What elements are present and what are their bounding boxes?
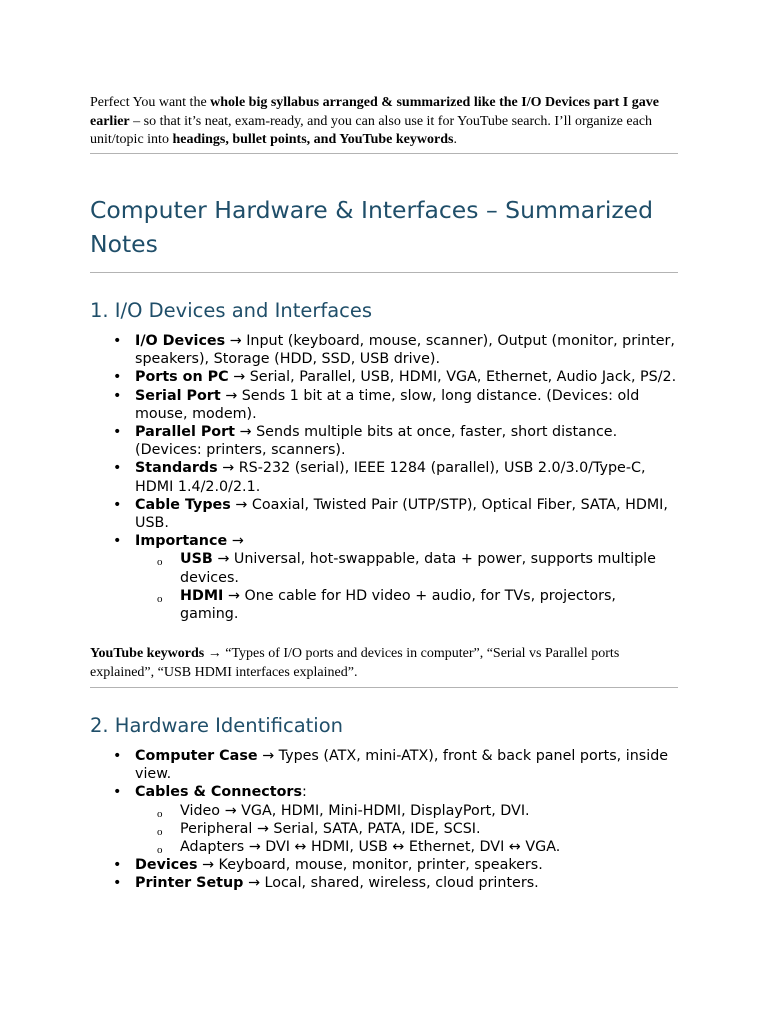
bullet-icon: • (113, 857, 122, 874)
intro-paragraph (90, 94, 678, 150)
bullet-icon: • (113, 369, 122, 386)
bullet-icon: • (113, 387, 122, 404)
list-item (90, 368, 678, 386)
cables-sublist (135, 802, 678, 857)
section-2-heading: 2. Hardware Identification (90, 714, 344, 737)
list-item (90, 747, 678, 783)
section-1-heading: 1. I/O Devices and Interfaces (90, 299, 373, 322)
page-title (90, 193, 678, 261)
intro-bold-2: headings, bullet points, and YouTube keywords (172, 132, 454, 147)
intro-text-3: – so that it’s neat, exam-ready, and you can also use it for YouTube search. I’ll organize each unit/topic into (90, 113, 653, 147)
item-term: Parallel Port (135, 424, 236, 441)
item-term: Serial Port (135, 387, 221, 404)
item-term: Cable Types (135, 496, 231, 513)
divider (90, 153, 678, 154)
section-1-list (90, 332, 678, 623)
item-text: → Keyboard, mouse, monitor, printer, speakers. (197, 857, 543, 874)
sub-bullet-icon: o (157, 807, 163, 820)
bullet-icon: • (113, 784, 122, 801)
intro-text-2: You want the (132, 95, 211, 110)
item-term: I/O Devices (135, 333, 226, 349)
list-item (90, 874, 678, 892)
sub-item-text: Peripheral → Serial, SATA, PATA, IDE, SCSI. (180, 820, 481, 837)
intro-bold-1: whole big syllabus arranged & summarized like the I/O Devices part I gave earlier (90, 95, 659, 129)
item-text: → Types (ATX, mini-ATX), front & back panel ports, inside view. (135, 748, 669, 783)
item-term: Computer Case (135, 748, 258, 764)
sub-item-text: Adapters → DVI ↔ HDMI, USB ↔ Ethernet, DVI ↔ VGA. (180, 839, 561, 856)
list-item (90, 783, 678, 856)
sub-bullet-icon: o (157, 556, 163, 569)
sub-item-text: → One cable for HD video + audio, for TVs, projectors, gaming. (180, 587, 616, 623)
item-text: : (301, 784, 307, 801)
list-item (90, 423, 678, 459)
item-term: Printer Setup (135, 875, 244, 892)
bullet-icon: • (113, 496, 122, 513)
list-item (90, 459, 678, 495)
sub-item-term: USB (180, 551, 213, 568)
sub-list-item (135, 838, 678, 856)
list-item (90, 856, 678, 874)
sub-list-item (135, 550, 678, 586)
title-text: Computer Hardware & Interfaces – Summarized Notes (90, 196, 654, 258)
sub-list-item (135, 802, 678, 820)
list-item (90, 332, 678, 368)
intro-text-1: Perfect (90, 95, 133, 110)
bullet-icon: • (113, 748, 122, 764)
list-item (90, 496, 678, 532)
list-item (90, 387, 678, 423)
item-text: → Sends multiple bits at once, faster, short distance. (Devices: printers, scanners). (135, 424, 618, 459)
item-term: Devices (135, 857, 198, 874)
item-text: → Coaxial, Twisted Pair (UTP/STP), Optical Fiber, SATA, HDMI, USB. (135, 496, 668, 532)
sub-bullet-icon: o (157, 592, 163, 605)
youtube-keywords-label: YouTube keywords (90, 646, 205, 661)
importance-sublist (135, 550, 678, 623)
bullet-icon: • (113, 460, 122, 477)
item-term: Importance (135, 533, 228, 550)
sub-bullet-icon: o (157, 825, 163, 838)
item-text: → Sends 1 bit at a time, slow, long distance. (Devices: old mouse, modem). (135, 387, 640, 422)
sub-list-item (135, 587, 678, 623)
bullet-icon: • (113, 875, 122, 892)
item-term: Ports on PC (135, 369, 229, 386)
sub-item-term: HDMI (180, 587, 224, 604)
section-2-list (90, 747, 678, 893)
item-text: → (227, 533, 244, 550)
item-term: Cables & Connectors (135, 784, 302, 801)
intro-text-4: . (453, 132, 457, 147)
list-item (90, 532, 678, 623)
item-text: → RS-232 (serial), IEEE 1284 (parallel), USB 2.0/3.0/Type-C, HDMI 1.4/2.0/2.1. (135, 460, 646, 495)
item-text: → Local, shared, wireless, cloud printers. (243, 875, 539, 892)
item-term: Standards (135, 460, 218, 477)
bullet-icon: • (113, 533, 122, 550)
item-text: → Input (keyboard, mouse, scanner), Output (monitor, printer, speakers), Storage (HDD, SSD, USB drive). (135, 333, 675, 368)
sub-bullet-icon: o (157, 844, 163, 857)
youtube-keywords (90, 645, 678, 682)
sub-list-item (135, 820, 678, 838)
divider (90, 687, 678, 688)
sub-item-text: Video → VGA, HDMI, Mini-HDMI, DisplayPort, DVI. (180, 802, 530, 819)
sub-item-text: → Universal, hot-swappable, data + power, supports multiple devices. (180, 551, 656, 586)
youtube-keywords-text: → “Types of I/O ports and devices in computer”, “Serial vs Parallel ports explained”, “USB HDMI interfaces explained”. (90, 646, 620, 680)
divider (90, 272, 678, 273)
bullet-icon: • (113, 333, 122, 349)
bullet-icon: • (113, 424, 122, 441)
item-text: → Serial, Parallel, USB, HDMI, VGA, Ethernet, Audio Jack, PS/2. (228, 369, 677, 386)
